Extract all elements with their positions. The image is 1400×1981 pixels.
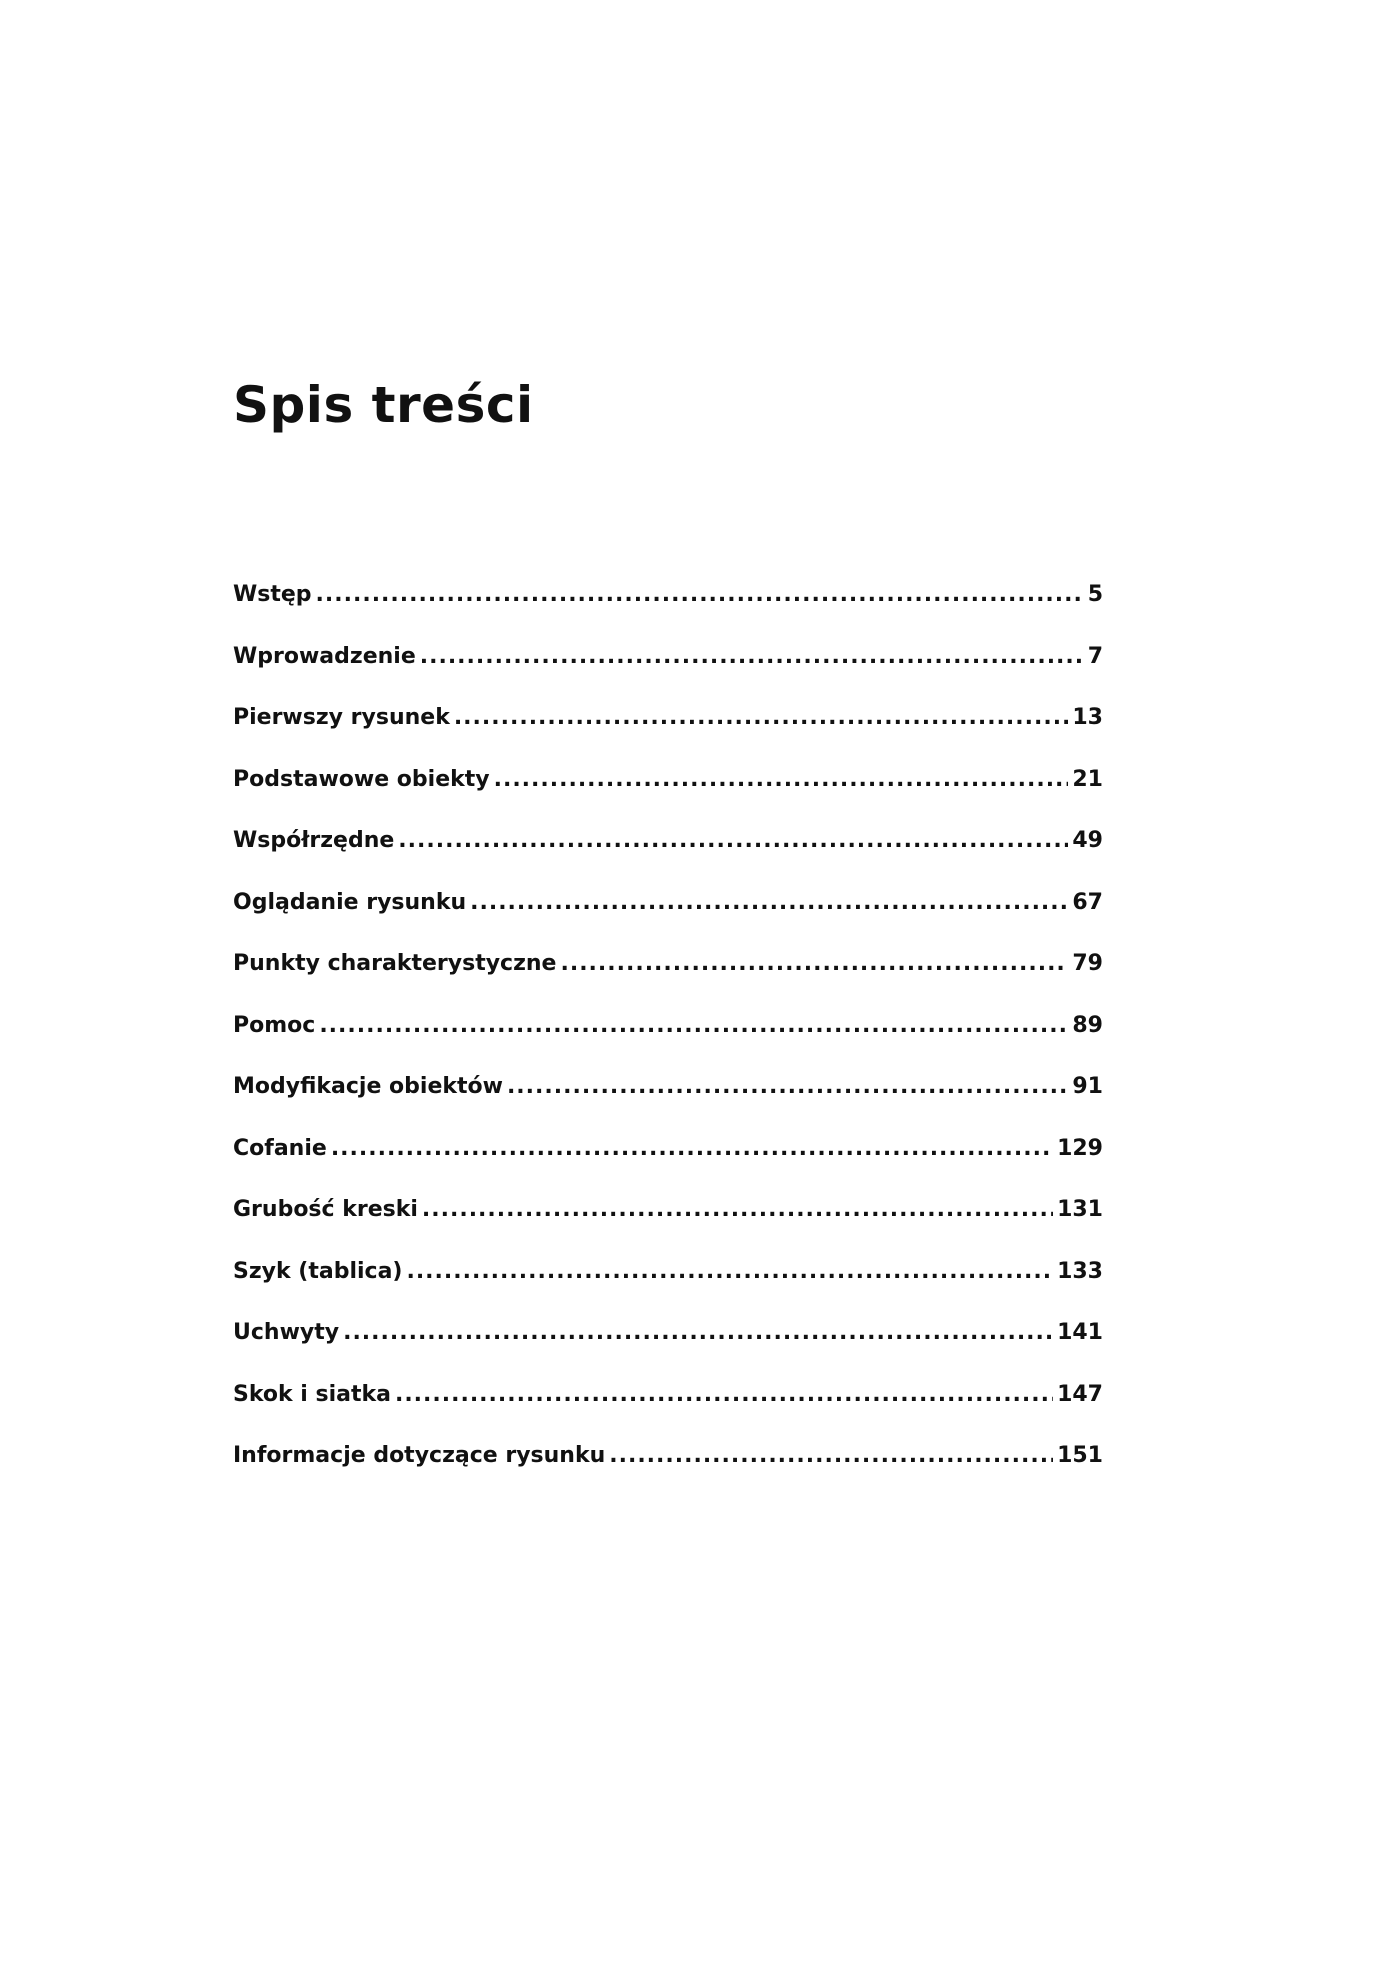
toc-dot-leader	[331, 1134, 1053, 1164]
toc-dot-leader	[406, 1257, 1053, 1287]
toc-entry-label: Informacje dotyczące rysunku	[233, 1443, 606, 1468]
toc-entry-page: 89	[1072, 1012, 1103, 1038]
toc-entry	[233, 888, 1103, 950]
toc-entry	[233, 1380, 1103, 1442]
toc-dot-leader	[316, 580, 1084, 610]
toc-entry	[233, 949, 1103, 1011]
toc-entry	[233, 1134, 1103, 1196]
toc-dot-leader	[319, 1011, 1068, 1041]
toc-entry-label: Skok i siatka	[233, 1381, 391, 1407]
toc-dot-leader	[454, 703, 1069, 733]
toc-entry-page: 5	[1087, 582, 1103, 607]
toc-entry-label: Wstęp	[233, 582, 312, 607]
toc-entry-page: 129	[1057, 1135, 1103, 1161]
toc-dot-leader	[398, 826, 1068, 856]
toc-dot-leader	[422, 1195, 1053, 1225]
toc-dot-leader	[343, 1318, 1053, 1348]
toc-dot-leader	[420, 642, 1084, 672]
toc-entry	[233, 1441, 1103, 1503]
toc-entry	[233, 703, 1103, 765]
toc-entry-label: Oglądanie rysunku	[233, 889, 467, 915]
toc-entry	[233, 642, 1103, 704]
toc-dot-leader	[395, 1380, 1053, 1410]
toc-dot-leader	[470, 888, 1068, 918]
toc-entry-label: Wprowadzenie	[233, 643, 416, 669]
toc-entry	[233, 1072, 1103, 1134]
toc-entry	[233, 765, 1103, 827]
toc-entry-label: Punkty charakterystyczne	[233, 951, 557, 976]
toc-entry-page: 13	[1072, 705, 1103, 730]
toc-entry-page: 131	[1057, 1197, 1103, 1222]
toc-entry-label: Pierwszy rysunek	[233, 705, 450, 730]
toc-entry-page: 79	[1072, 951, 1103, 976]
toc-entry-label: Cofanie	[233, 1135, 327, 1161]
toc-entry-label: Modyfikacje obiektów	[233, 1074, 503, 1099]
toc-entry-label: Podstawowe obiekty	[233, 766, 490, 792]
toc-dot-leader	[507, 1072, 1068, 1102]
toc-entry	[233, 1257, 1103, 1319]
toc-entry-page: 147	[1057, 1381, 1103, 1407]
toc-entry-label: Szyk (tablica)	[233, 1258, 403, 1284]
toc-entry	[233, 1011, 1103, 1073]
toc-entry	[233, 1195, 1103, 1257]
toc-entry-page: 49	[1072, 828, 1103, 853]
toc-entry-page: 21	[1072, 766, 1103, 792]
toc-dot-leader	[494, 765, 1069, 795]
toc-entry-label: Uchwyty	[233, 1320, 340, 1345]
toc-entry	[233, 1318, 1103, 1380]
toc-entry-page: 67	[1072, 889, 1103, 915]
toc-entry	[233, 826, 1103, 888]
table-of-contents	[233, 580, 1103, 1503]
toc-entry-page: 7	[1087, 643, 1103, 669]
toc-dot-leader	[560, 949, 1068, 979]
toc-entry-label: Pomoc	[233, 1012, 316, 1038]
toc-entry-page: 133	[1057, 1258, 1103, 1284]
toc-entry-page: 91	[1072, 1074, 1103, 1099]
toc-entry	[233, 580, 1103, 642]
toc-entry-label: Grubość kreski	[233, 1197, 418, 1222]
toc-entry-label: Współrzędne	[233, 828, 395, 853]
toc-entry-page: 151	[1057, 1443, 1103, 1468]
page-title: Spis treści	[233, 376, 534, 434]
toc-entry-page: 141	[1057, 1320, 1103, 1345]
toc-dot-leader	[609, 1441, 1053, 1471]
